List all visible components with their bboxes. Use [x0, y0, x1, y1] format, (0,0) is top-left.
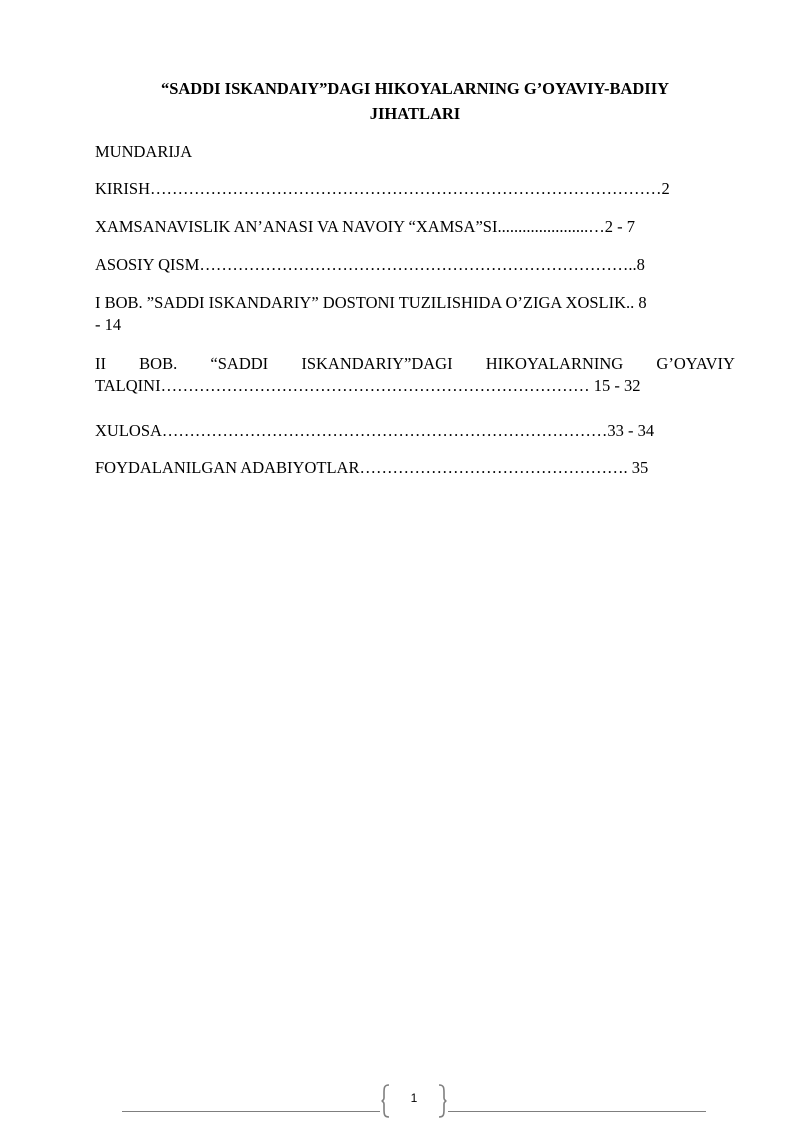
toc-entry-bob-1-line-2: - 14: [95, 315, 122, 334]
toc-entry-xulosa: XULOSA………………………………………………………………………33 - 34: [95, 421, 655, 440]
footer-bracket-left-icon: [381, 1084, 391, 1118]
footer-rule-left: [122, 1111, 380, 1112]
toc-word: II: [95, 354, 106, 373]
toc-entry-bob-2: [95, 353, 735, 397]
toc-entry-bob-2-line-1: [95, 353, 735, 375]
toc-entry-bob-1-line-1: I BOB. ”SADDI ISKANDARIY” DOSTONI TUZILISHIDA O’ZIGA XOSLIK.. 8: [95, 293, 647, 312]
document-title: [95, 76, 735, 126]
page-number: 1: [410, 1091, 418, 1105]
toc-word: BOB.: [139, 354, 178, 373]
toc-word: HIKOYALARNING: [485, 354, 624, 373]
document-title-line-1: “SADDI ISKANDAIY”DAGI HIKOYALARNING G’OYAVIY-BADIIY: [160, 79, 670, 98]
toc-heading: MUNDARIJA: [95, 142, 193, 161]
toc-word: G’OYAVIY: [656, 354, 735, 373]
toc-entry-bob-1: [95, 292, 735, 336]
toc-entry-xamsanavislik: XAMSANAVISLIK AN’ANASI VA NAVOIY “XAMSA”SI......................…2 - 7: [95, 217, 635, 236]
footer-rule-right: [448, 1111, 706, 1112]
toc-entry-adabiyotlar: FOYDALANILGAN ADABIYOTLAR…………………………………………. 35: [95, 458, 649, 477]
toc-entry-asosiy-qism: ASOSIY QISM……………………………………………………………………..8: [95, 255, 645, 274]
footer-bracket-right-icon: [437, 1084, 447, 1118]
toc-entry-kirish: KIRISH…………………………………………………………………………………2: [95, 179, 670, 198]
toc-entry-bob-2-line-2: TALQINI…………………………………………………………………… 15 - 32: [95, 376, 641, 395]
page-footer: [0, 1080, 800, 1120]
toc-word: ISKANDARIY”DAGI: [301, 354, 453, 373]
document-title-line-2: JIHATLARI: [369, 104, 461, 123]
toc-word: “SADDI: [210, 354, 269, 373]
